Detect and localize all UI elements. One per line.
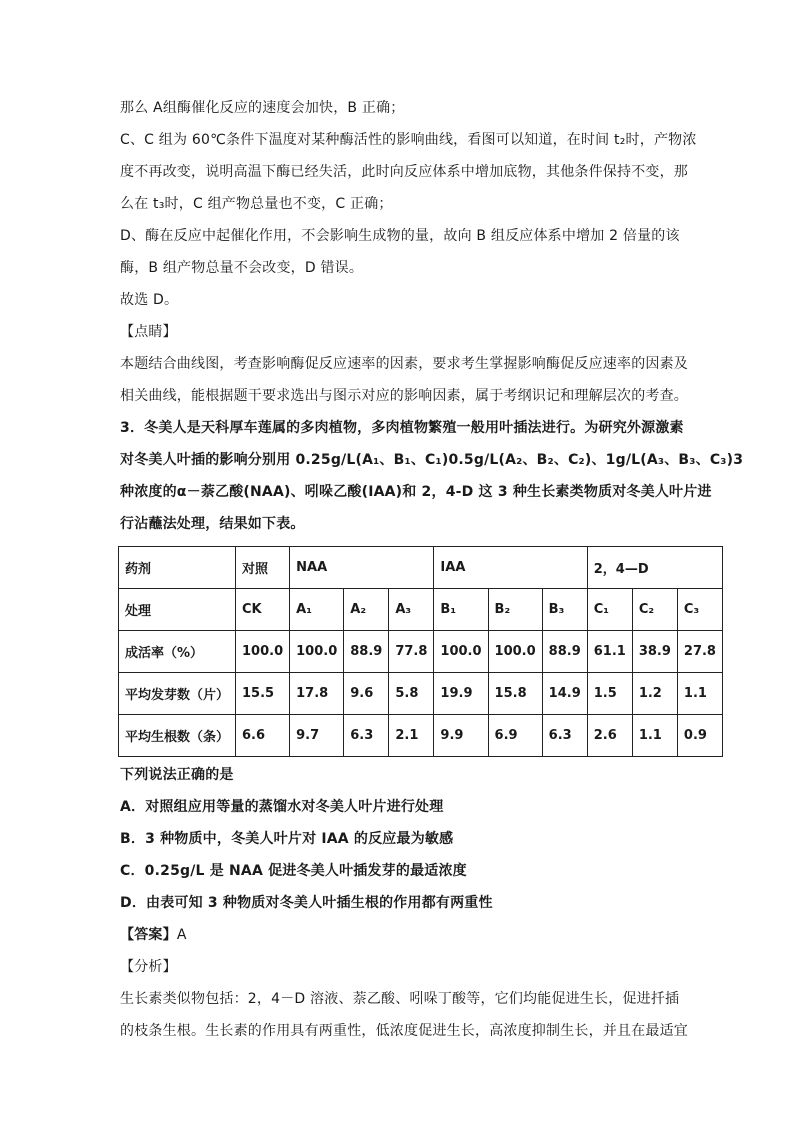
table-cell: 6.6 xyxy=(236,715,290,757)
table-cell: 1.1 xyxy=(677,673,722,715)
table-cell: 17.8 xyxy=(290,673,344,715)
table-cell: 9.6 xyxy=(344,673,389,715)
text-line: 生长素类似物包括：2，4－D 溶液、萘乙酸、吲哚丁酸等，它们均能促进生长，促进扦插 xyxy=(120,991,680,1007)
text-line: 相关曲线，能根据题干要求选出与图示对应的影响因素，属于考纲识记和理解层次的考查。 xyxy=(120,388,688,404)
option-a: A．对照组应用等量的蒸馏水对冬美人叶片进行处理 xyxy=(120,799,444,815)
text-line: 那么 A组酶催化反应的速度会加快，B 正确； xyxy=(120,100,405,116)
question-line: 对冬美人叶插的影响分别用 0.25g/L(A₁、B₁、C₁)0.5g/L(A₂、B₂、C₂)、1g/L(A₃、B₃、C₃)3 xyxy=(120,452,744,468)
question-stem xyxy=(120,412,744,540)
text-line: 故选 D。 xyxy=(120,292,179,308)
table-row xyxy=(119,715,723,757)
table-cell: A₃ xyxy=(389,589,434,631)
document-page xyxy=(120,92,744,1047)
question-line: 种浓度的α－萘乙酸(NAA)、吲哚乙酸(IAA)和 2，4-D 这 3 种生长素类物质对冬美人叶片进 xyxy=(120,484,712,500)
text-block-previous-answer xyxy=(120,92,697,412)
section-heading: 【点睛】 xyxy=(120,324,177,340)
table-cell: 88.9 xyxy=(542,631,587,673)
text-line: C、C 组为 60℃条件下温度对某种酶活性的影响曲线，看图可以知道，在时间 t₂时，产物浓 xyxy=(120,132,697,148)
table-row xyxy=(119,589,723,631)
table-cell: B₁ xyxy=(434,589,488,631)
table-header-cell: 对照 xyxy=(236,547,290,589)
table-cell: 0.9 xyxy=(677,715,722,757)
row-label: 平均发芽数（片） xyxy=(119,673,236,715)
table-cell: 100.0 xyxy=(434,631,488,673)
answer-line xyxy=(120,919,680,951)
section-heading: 【分析】 xyxy=(120,959,177,975)
table-cell: 38.9 xyxy=(632,631,677,673)
question-line: 3．冬美人是天科厚车莲属的多肉植物，多肉植物繁殖一般用叶插法进行。为研究外源激素 xyxy=(120,420,684,436)
results-table-wrapper xyxy=(120,546,716,757)
table-cell: C₁ xyxy=(587,589,632,631)
row-label: 平均生根数（条） xyxy=(119,715,236,757)
table-cell: 6.3 xyxy=(542,715,587,757)
option-d: D．由表可知 3 种物质对冬美人叶插生根的作用都有两重性 xyxy=(120,895,493,911)
text-line: 度不再改变，说明高温下酶已经失活，此时向反应体系中增加底物，其他条件保持不变，那 xyxy=(120,164,688,180)
table-row xyxy=(119,631,723,673)
table-cell: 61.1 xyxy=(587,631,632,673)
answer-options xyxy=(120,759,680,919)
table-cell: 88.9 xyxy=(344,631,389,673)
table-row xyxy=(119,673,723,715)
table-cell: C₃ xyxy=(677,589,722,631)
table-header-cell: 2，4—D xyxy=(587,547,722,589)
table-header-cell: NAA xyxy=(290,547,434,589)
table-cell: 15.5 xyxy=(236,673,290,715)
table-cell: B₂ xyxy=(488,589,542,631)
table-cell: 6.3 xyxy=(344,715,389,757)
row-label: 成活率（%） xyxy=(119,631,236,673)
table-cell: 100.0 xyxy=(290,631,344,673)
options-prompt: 下列说法正确的是 xyxy=(120,767,234,783)
option-c: C．0.25g/L 是 NAA 促进冬美人叶插发芽的最适浓度 xyxy=(120,863,467,879)
analysis-block xyxy=(120,951,688,1047)
table-cell: 6.9 xyxy=(488,715,542,757)
results-table xyxy=(118,546,723,757)
table-cell: 1.1 xyxy=(632,715,677,757)
text-line: 本题结合曲线图，考查影响酶促反应速率的因素，要求考生掌握影响酶促反应速率的因素及 xyxy=(120,356,688,372)
table-cell: 9.9 xyxy=(434,715,488,757)
table-cell: B₃ xyxy=(542,589,587,631)
table-cell: A₁ xyxy=(290,589,344,631)
table-header-cell: 药剂 xyxy=(119,547,236,589)
table-cell: 9.7 xyxy=(290,715,344,757)
table-cell: 19.9 xyxy=(434,673,488,715)
table-cell: 15.8 xyxy=(488,673,542,715)
table-cell: 14.9 xyxy=(542,673,587,715)
table-cell: 2.1 xyxy=(389,715,434,757)
text-line: 的枝条生根。生长素的作用具有两重性，低浓度促进生长，高浓度抑制生长，并且在最适宜 xyxy=(120,1023,688,1039)
text-line: 么在 t₃时，C 组产物总量也不变，C 正确； xyxy=(120,196,393,212)
option-b: B．3 种物质中，冬美人叶片对 IAA 的反应最为敏感 xyxy=(120,831,454,847)
table-cell: 27.8 xyxy=(677,631,722,673)
table-cell: 5.8 xyxy=(389,673,434,715)
table-cell: 77.8 xyxy=(389,631,434,673)
table-cell: CK xyxy=(236,589,290,631)
table-cell: C₂ xyxy=(632,589,677,631)
table-header-cell: IAA xyxy=(434,547,587,589)
table-cell: 100.0 xyxy=(488,631,542,673)
table-cell: 100.0 xyxy=(236,631,290,673)
answer-label: 【答案】 xyxy=(120,927,177,943)
table-cell: 1.2 xyxy=(632,673,677,715)
table-cell: A₂ xyxy=(344,589,389,631)
answer-value: A xyxy=(176,927,187,943)
table-header-row xyxy=(119,547,723,589)
table-cell: 2.6 xyxy=(587,715,632,757)
table-cell: 1.5 xyxy=(587,673,632,715)
text-line: 酶，B 组产物总量不会改变，D 错误。 xyxy=(120,260,364,276)
question-line: 行沾蘸法处理，结果如下表。 xyxy=(120,516,305,532)
text-line: D、酶在反应中起催化作用，不会影响生成物的量，故向 B 组反应体系中增加 2 倍量的该 xyxy=(120,228,680,244)
row-label: 处理 xyxy=(119,589,236,631)
